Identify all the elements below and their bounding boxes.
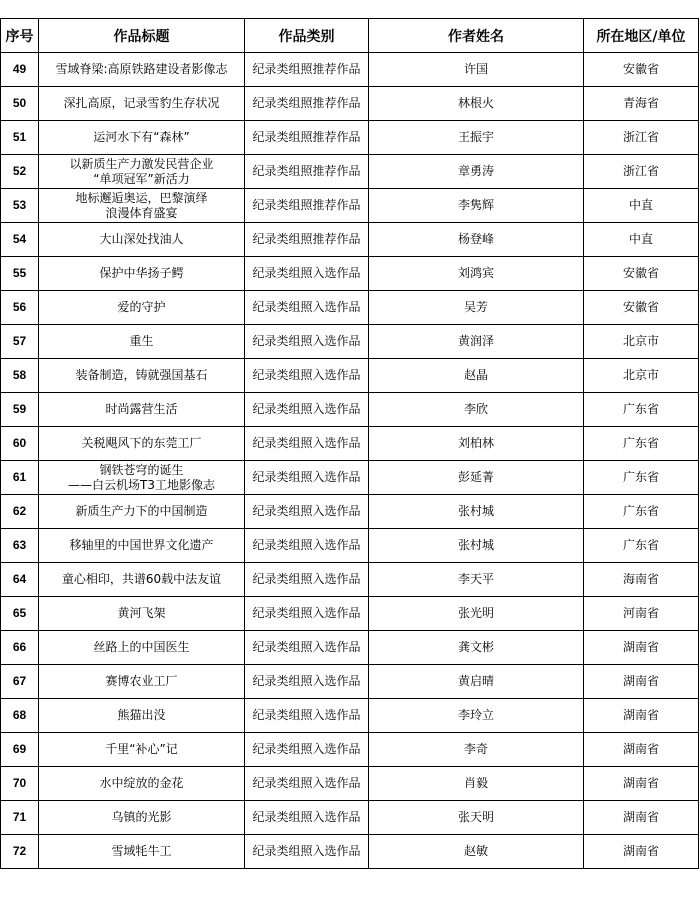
table-row xyxy=(1,325,699,359)
cell-serial-number: 57 xyxy=(1,325,39,359)
cell-work-title: 以新质生产力激发民营企业 “单项冠军”新活力 xyxy=(39,155,245,189)
cell-work-title: 黄河飞架 xyxy=(39,597,245,631)
cell-work-title: 丝路上的中国医生 xyxy=(39,631,245,665)
cell-work-category: 纪录类组照入选作品 xyxy=(245,597,369,631)
table-row xyxy=(1,563,699,597)
table-body xyxy=(1,53,699,869)
table-row xyxy=(1,733,699,767)
cell-serial-number: 71 xyxy=(1,801,39,835)
cell-region-unit: 广东省 xyxy=(584,427,699,461)
header-region-unit: 所在地区/单位 xyxy=(584,19,699,53)
cell-author-name: 龚文彬 xyxy=(369,631,584,665)
table-row xyxy=(1,121,699,155)
table-row xyxy=(1,801,699,835)
table-row xyxy=(1,53,699,87)
cell-work-category: 纪录类组照入选作品 xyxy=(245,291,369,325)
cell-work-category: 纪录类组照推荐作品 xyxy=(245,223,369,257)
table-row xyxy=(1,393,699,427)
cell-serial-number: 53 xyxy=(1,189,39,223)
table-row xyxy=(1,359,699,393)
table-row xyxy=(1,223,699,257)
cell-work-title: 地标邂逅奥运，巴黎演绎 浪漫体育盛宴 xyxy=(39,189,245,223)
table-row xyxy=(1,665,699,699)
cell-serial-number: 61 xyxy=(1,461,39,495)
cell-work-category: 纪录类组照推荐作品 xyxy=(245,155,369,189)
cell-work-title: 大山深处找油人 xyxy=(39,223,245,257)
cell-region-unit: 湖南省 xyxy=(584,699,699,733)
cell-author-name: 张村城 xyxy=(369,495,584,529)
cell-author-name: 张天明 xyxy=(369,801,584,835)
cell-serial-number: 52 xyxy=(1,155,39,189)
cell-work-category: 纪录类组照入选作品 xyxy=(245,733,369,767)
cell-region-unit: 北京市 xyxy=(584,359,699,393)
cell-author-name: 杨登峰 xyxy=(369,223,584,257)
cell-region-unit: 安徽省 xyxy=(584,291,699,325)
cell-work-title: 童心相印，共谱60载中法友谊 xyxy=(39,563,245,597)
cell-work-title: 关税飓风下的东莞工厂 xyxy=(39,427,245,461)
cell-work-title: 装备制造，铸就强国基石 xyxy=(39,359,245,393)
cell-region-unit: 中直 xyxy=(584,189,699,223)
cell-author-name: 李欣 xyxy=(369,393,584,427)
cell-work-category: 纪录类组照入选作品 xyxy=(245,529,369,563)
cell-serial-number: 69 xyxy=(1,733,39,767)
cell-work-category: 纪录类组照入选作品 xyxy=(245,801,369,835)
cell-work-category: 纪录类组照推荐作品 xyxy=(245,189,369,223)
cell-author-name: 肖毅 xyxy=(369,767,584,801)
cell-work-category: 纪录类组照入选作品 xyxy=(245,325,369,359)
cell-work-title: 深扎高原，记录雪豹生存状况 xyxy=(39,87,245,121)
cell-serial-number: 59 xyxy=(1,393,39,427)
cell-work-category: 纪录类组照入选作品 xyxy=(245,393,369,427)
cell-author-name: 黄润泽 xyxy=(369,325,584,359)
cell-serial-number: 56 xyxy=(1,291,39,325)
cell-region-unit: 广东省 xyxy=(584,529,699,563)
cell-work-category: 纪录类组照入选作品 xyxy=(245,495,369,529)
cell-work-title: 保护中华扬子鳄 xyxy=(39,257,245,291)
cell-serial-number: 67 xyxy=(1,665,39,699)
cell-region-unit: 湖南省 xyxy=(584,733,699,767)
award-list-table xyxy=(0,18,699,869)
cell-work-category: 纪录类组照入选作品 xyxy=(245,835,369,869)
cell-serial-number: 64 xyxy=(1,563,39,597)
cell-region-unit: 中直 xyxy=(584,223,699,257)
cell-author-name: 李奇 xyxy=(369,733,584,767)
header-row xyxy=(1,19,699,53)
header-work-category: 作品类别 xyxy=(245,19,369,53)
cell-work-title: 雪域脊梁:高原铁路建设者影像志 xyxy=(39,53,245,87)
cell-author-name: 黄启晴 xyxy=(369,665,584,699)
cell-author-name: 赵晶 xyxy=(369,359,584,393)
cell-work-title: 雪域牦牛工 xyxy=(39,835,245,869)
cell-region-unit: 海南省 xyxy=(584,563,699,597)
cell-region-unit: 浙江省 xyxy=(584,121,699,155)
cell-work-category: 纪录类组照入选作品 xyxy=(245,461,369,495)
cell-serial-number: 49 xyxy=(1,53,39,87)
cell-work-category: 纪录类组照入选作品 xyxy=(245,665,369,699)
cell-work-title: 时尚露营生活 xyxy=(39,393,245,427)
cell-work-category: 纪录类组照推荐作品 xyxy=(245,53,369,87)
cell-work-title: 赛博农业工厂 xyxy=(39,665,245,699)
cell-serial-number: 68 xyxy=(1,699,39,733)
cell-serial-number: 51 xyxy=(1,121,39,155)
cell-region-unit: 河南省 xyxy=(584,597,699,631)
cell-region-unit: 湖南省 xyxy=(584,767,699,801)
header-serial-number: 序号 xyxy=(1,19,39,53)
table-row xyxy=(1,597,699,631)
cell-region-unit: 广东省 xyxy=(584,461,699,495)
cell-author-name: 彭延菁 xyxy=(369,461,584,495)
cell-author-name: 许国 xyxy=(369,53,584,87)
cell-serial-number: 72 xyxy=(1,835,39,869)
cell-work-category: 纪录类组照入选作品 xyxy=(245,631,369,665)
cell-author-name: 刘鸿宾 xyxy=(369,257,584,291)
table-row xyxy=(1,189,699,223)
cell-work-category: 纪录类组照入选作品 xyxy=(245,767,369,801)
cell-work-category: 纪录类组照入选作品 xyxy=(245,257,369,291)
cell-work-category: 纪录类组照推荐作品 xyxy=(245,87,369,121)
table-row xyxy=(1,291,699,325)
table-row xyxy=(1,427,699,461)
cell-serial-number: 62 xyxy=(1,495,39,529)
table-row xyxy=(1,155,699,189)
cell-work-title: 运河水下有“森林” xyxy=(39,121,245,155)
cell-serial-number: 63 xyxy=(1,529,39,563)
cell-serial-number: 50 xyxy=(1,87,39,121)
cell-serial-number: 55 xyxy=(1,257,39,291)
cell-author-name: 王振宇 xyxy=(369,121,584,155)
cell-work-title: 乌镇的光影 xyxy=(39,801,245,835)
cell-author-name: 李天平 xyxy=(369,563,584,597)
cell-work-title: 重生 xyxy=(39,325,245,359)
cell-author-name: 李隽辉 xyxy=(369,189,584,223)
cell-author-name: 赵敏 xyxy=(369,835,584,869)
cell-region-unit: 北京市 xyxy=(584,325,699,359)
cell-region-unit: 安徽省 xyxy=(584,53,699,87)
cell-work-category: 纪录类组照推荐作品 xyxy=(245,121,369,155)
cell-region-unit: 湖南省 xyxy=(584,801,699,835)
cell-author-name: 张村城 xyxy=(369,529,584,563)
cell-work-title: 新质生产力下的中国制造 xyxy=(39,495,245,529)
table-row xyxy=(1,631,699,665)
cell-serial-number: 66 xyxy=(1,631,39,665)
cell-author-name: 张光明 xyxy=(369,597,584,631)
cell-region-unit: 广东省 xyxy=(584,495,699,529)
table-row xyxy=(1,529,699,563)
table-row xyxy=(1,461,699,495)
cell-work-title: 熊猫出没 xyxy=(39,699,245,733)
cell-author-name: 李玲立 xyxy=(369,699,584,733)
cell-serial-number: 65 xyxy=(1,597,39,631)
cell-author-name: 吴芳 xyxy=(369,291,584,325)
cell-work-category: 纪录类组照入选作品 xyxy=(245,359,369,393)
cell-serial-number: 58 xyxy=(1,359,39,393)
cell-work-title: 千里“补心”记 xyxy=(39,733,245,767)
cell-work-category: 纪录类组照入选作品 xyxy=(245,427,369,461)
cell-author-name: 林根火 xyxy=(369,87,584,121)
cell-work-title: 移轴里的中国世界文化遗产 xyxy=(39,529,245,563)
cell-work-category: 纪录类组照入选作品 xyxy=(245,699,369,733)
cell-serial-number: 60 xyxy=(1,427,39,461)
cell-work-title: 爱的守护 xyxy=(39,291,245,325)
table-row xyxy=(1,495,699,529)
cell-work-category: 纪录类组照入选作品 xyxy=(245,563,369,597)
cell-serial-number: 54 xyxy=(1,223,39,257)
table-row xyxy=(1,87,699,121)
table-row xyxy=(1,257,699,291)
table-row xyxy=(1,767,699,801)
header-work-title: 作品标题 xyxy=(39,19,245,53)
cell-region-unit: 湖南省 xyxy=(584,665,699,699)
cell-author-name: 章勇涛 xyxy=(369,155,584,189)
header-author-name: 作者姓名 xyxy=(369,19,584,53)
cell-work-title: 水中绽放的金花 xyxy=(39,767,245,801)
cell-region-unit: 浙江省 xyxy=(584,155,699,189)
table-header xyxy=(1,19,699,53)
table-row xyxy=(1,835,699,869)
cell-region-unit: 安徽省 xyxy=(584,257,699,291)
cell-author-name: 刘柏林 xyxy=(369,427,584,461)
cell-region-unit: 青海省 xyxy=(584,87,699,121)
cell-serial-number: 70 xyxy=(1,767,39,801)
table-row xyxy=(1,699,699,733)
cell-work-title: 钢铁苍穹的诞生 ——白云机场T3工地影像志 xyxy=(39,461,245,495)
cell-region-unit: 湖南省 xyxy=(584,631,699,665)
cell-region-unit: 湖南省 xyxy=(584,835,699,869)
cell-region-unit: 广东省 xyxy=(584,393,699,427)
